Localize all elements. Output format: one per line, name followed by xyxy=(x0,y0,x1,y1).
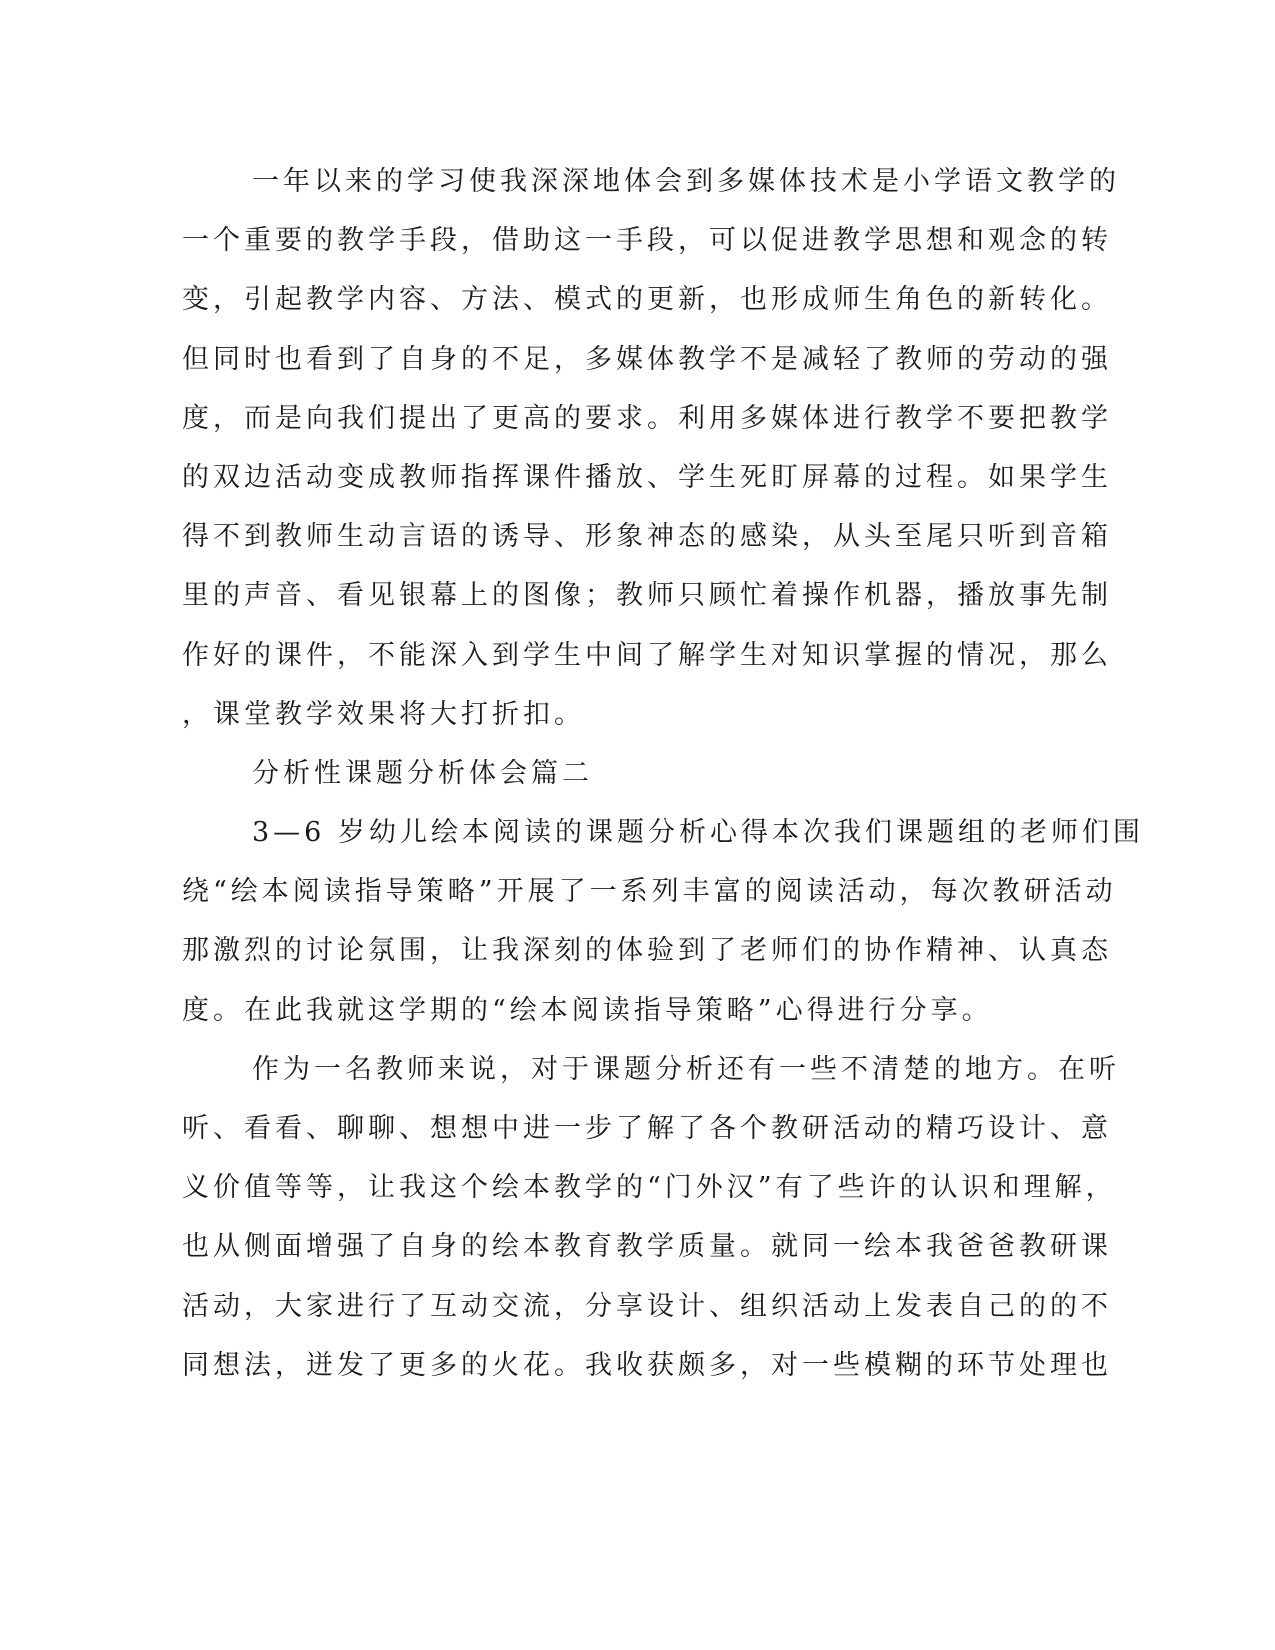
text-line: 度。在此我就这学期的“绘本阅读指导策略”心得进行分享。 xyxy=(182,994,993,1026)
text-line: 的双边活动变成教师指挥课件播放、学生死盯屏幕的过程。如果学生 xyxy=(182,461,1112,493)
text-line: 义价值等等，让我这个绘本教学的“门外汉”有了些许的认识和理解， xyxy=(182,1172,1117,1204)
text-line: 度，而是向我们提出了更高的要求。利用多媒体进行教学不要把教学 xyxy=(182,402,1112,434)
text-line: 活动，大家进行了互动交流，分享设计、组织活动上发表自己的的不 xyxy=(182,1290,1112,1322)
text-line: 作为一名教师来说，对于课题分析还有一些不清楚的地方。在听 xyxy=(252,1053,1120,1085)
section-heading: 分析性课题分析体会篇二 xyxy=(252,757,593,789)
text-line: 3—6 岁幼儿绘本阅读的课题分析心得本次我们课题组的老师们围 xyxy=(252,817,1144,849)
text-line: 也从侧面增强了自身的绘本教育教学质量。就同一绘本我爸爸教研课 xyxy=(182,1231,1112,1263)
text-line: 里的声音、看见银幕上的图像；教师只顾忙着操作机器，播放事先制 xyxy=(182,580,1112,612)
text-line: 作好的课件，不能深入到学生中间了解学生对知识掌握的情况，那么 xyxy=(182,639,1112,671)
text-line: 一年以来的学习使我深深地体会到多媒体技术是小学语文教学的 xyxy=(252,166,1120,197)
text-line: 同想法，迸发了更多的火花。我收获颇多，对一些模糊的环节处理也 xyxy=(182,1349,1112,1381)
text-line: 但同时也看到了自身的不足，多媒体教学不是减轻了教师的劳动的强 xyxy=(182,343,1112,375)
text-line: 一个重要的教学手段，借助这一手段，可以促进教学思想和观念的转 xyxy=(182,225,1112,257)
text-line: 得不到教师生动言语的诱导、形象神态的感染，从头至尾只听到音箱 xyxy=(182,521,1112,553)
text-line: 那激烈的讨论氛围，让我深刻的体验到了老师们的协作精神、认真态 xyxy=(182,935,1112,967)
text-line: 绕“绘本阅读指导策略”开展了一系列丰富的阅读活动，每次教研活动 xyxy=(182,876,1117,908)
text-line: ，课堂教学效果将大打折扣。 xyxy=(182,698,585,730)
text-line: 听、看看、聊聊、想想中进一步了解了各个教研活动的精巧设计、意 xyxy=(182,1113,1112,1144)
text-line: 变，引起教学内容、方法、模式的更新，也形成师生角色的新转化。 xyxy=(182,284,1112,316)
document-body xyxy=(182,160,1144,1403)
